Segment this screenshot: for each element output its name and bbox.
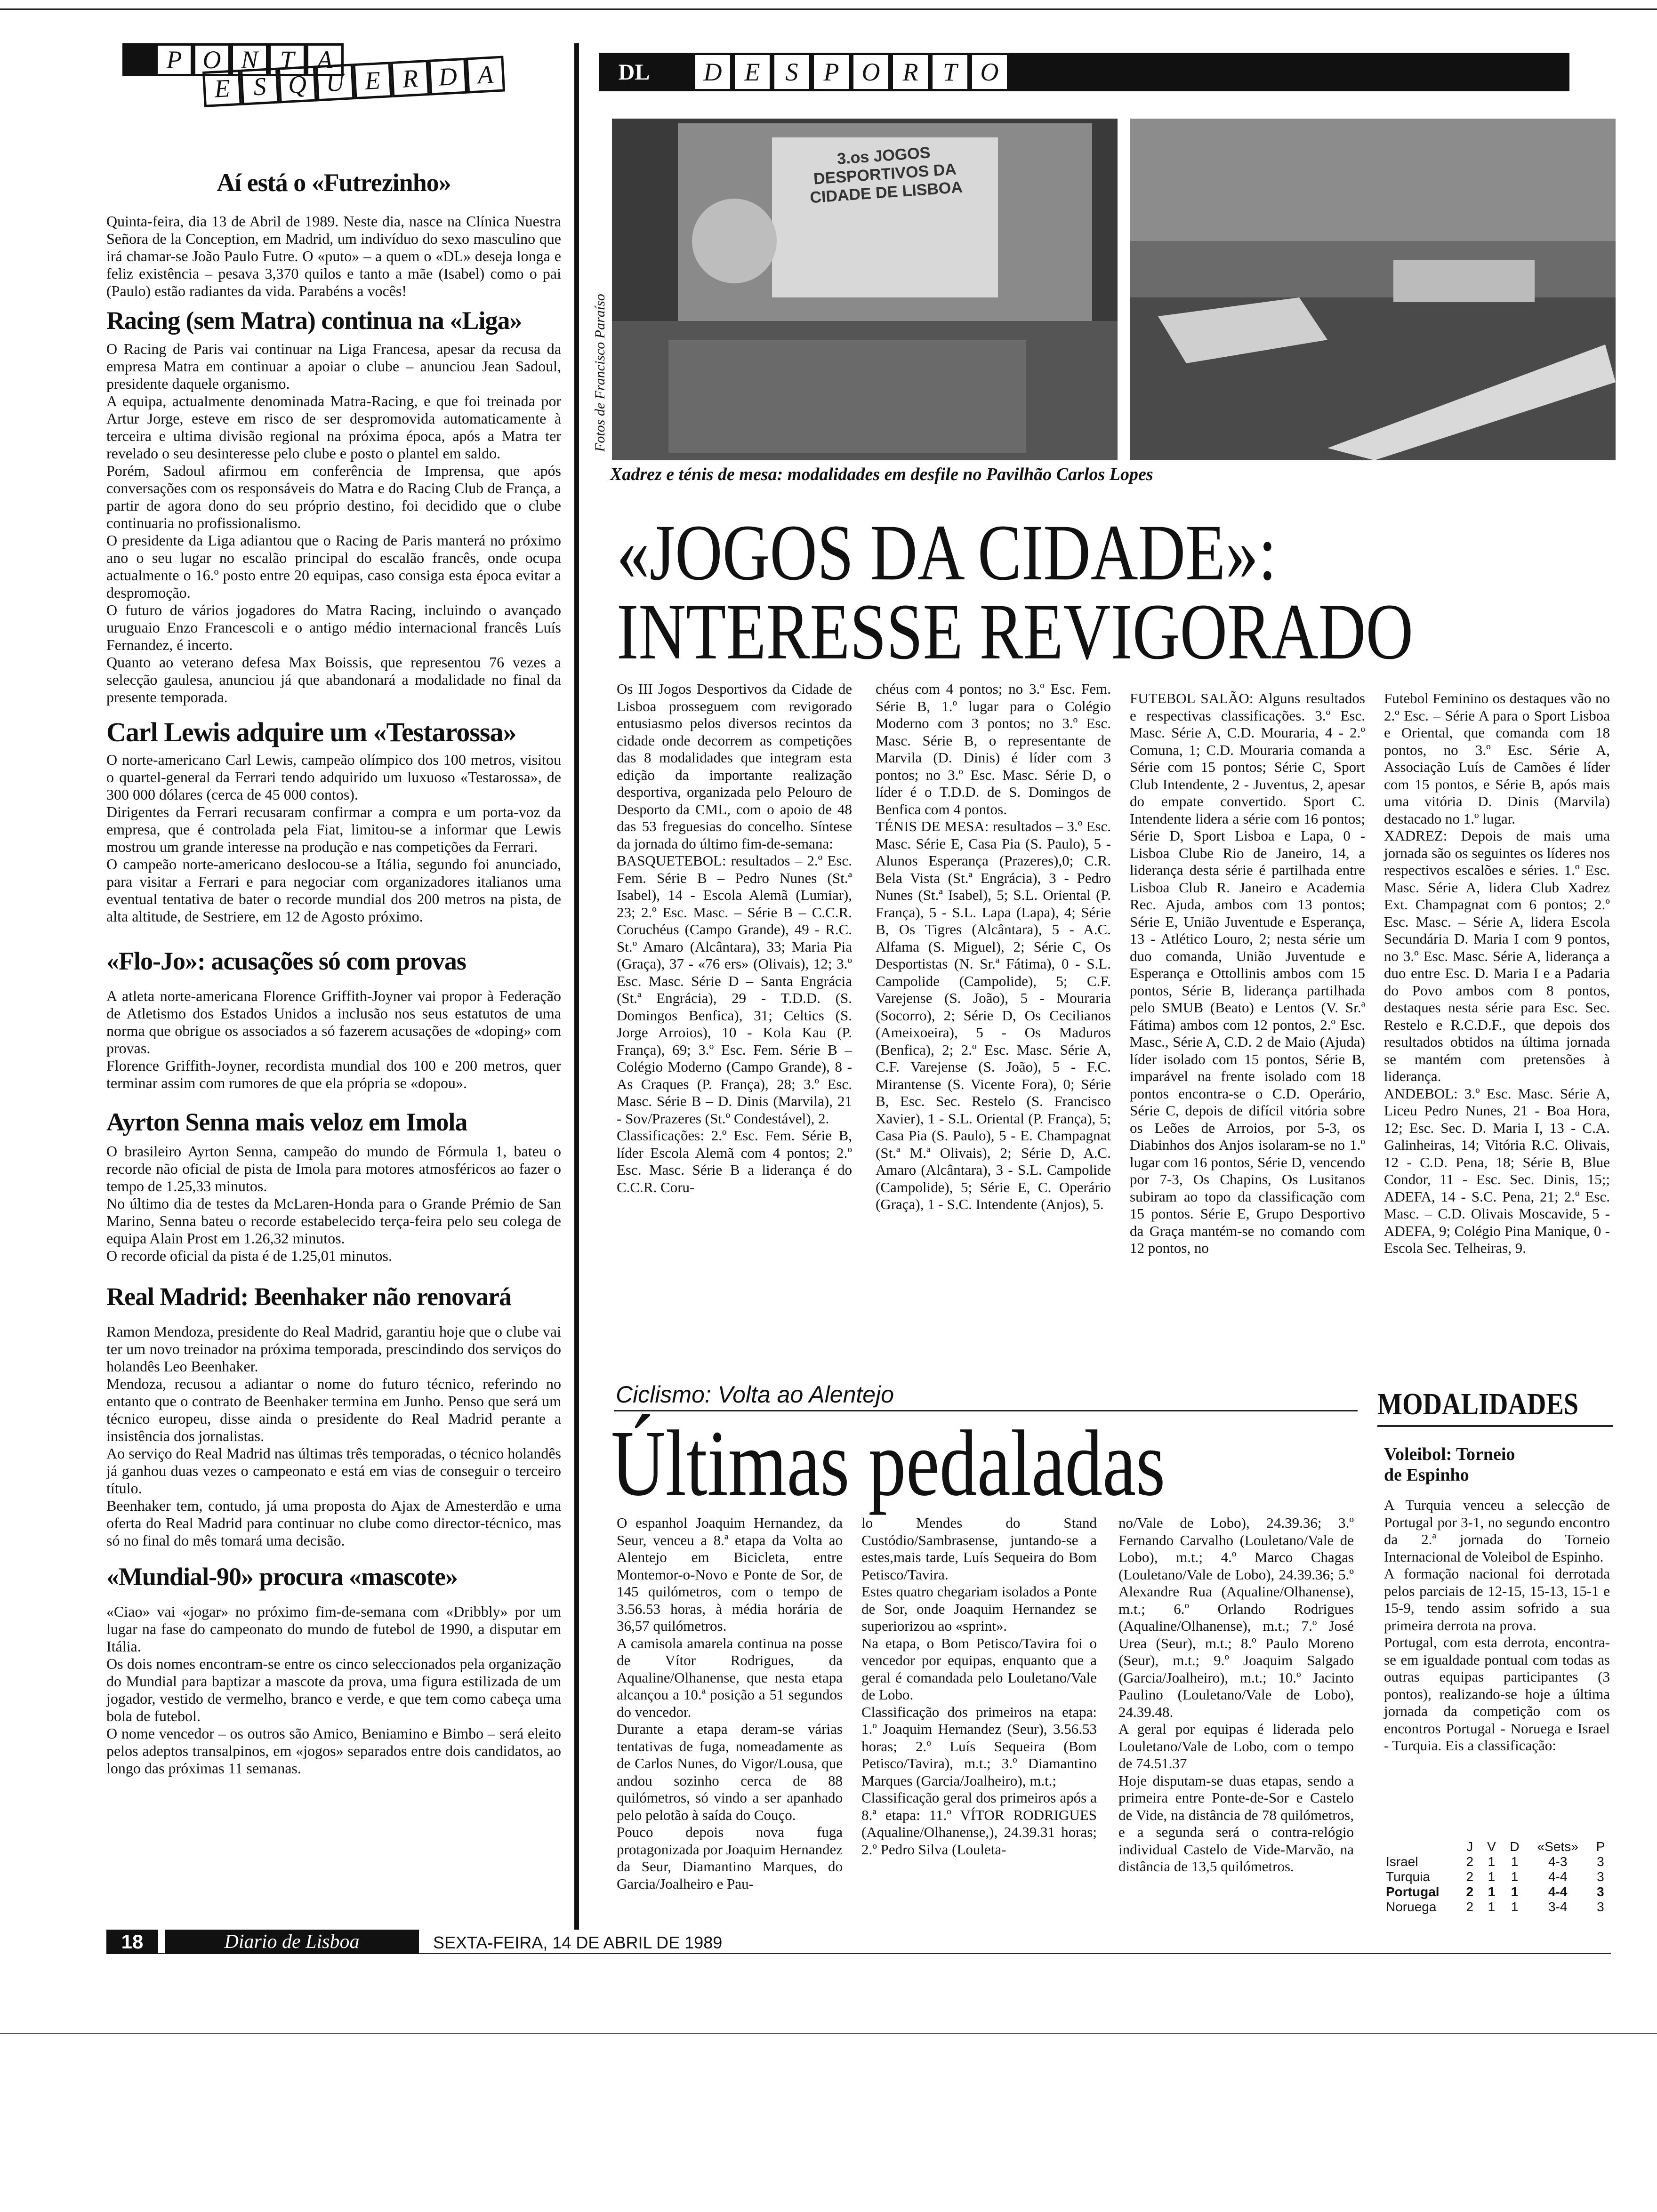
table-header: J	[1466, 1839, 1473, 1854]
table-cell: 1	[1488, 1884, 1496, 1899]
esquerda-letter: E	[353, 62, 393, 99]
table-cell: 2	[1466, 1899, 1474, 1914]
table-header-row	[1381, 1839, 1612, 1854]
article-body: A atleta norte-americana Florence Griffith-Joyner vai propor à Federação de Atletismo dos Estados Unidos a inclusão nos seus estatutos de uma norma que obrigue os associados a só fazerem acusações de «doping» com provas. Florence Griffith-Joyner, recordista mundial dos 100 e 200 metros, quer terminar assim com rumores de que ela própria se «dopou».	[106, 987, 561, 1091]
table-cell: 4-3	[1548, 1854, 1568, 1869]
article-headline: Ayrton Senna mais veloz em Imola	[106, 1108, 467, 1136]
photo-banner: 3.os JOGOS DESPORTIVOS DA CIDADE DE LISBOA	[809, 144, 964, 207]
story-column-1: Os III Jogos Desportivos da Cidade de Lisboa prosseguem com revigorado entusiasmo pelos diversos recintos da cidade onde decorrem as competições das 8 modalidades que integram esta edição da importante realização desportiva, organizada pelo Pelouro de Desporto da CML, com o apoio de 48 das 53 freguesias do concelho. Síntese da jornada do último fim-de-semana: BASQUETEBOL: resultados – 2.º Esc. Fem. Série B – Pedro Nunes (St.ª Isabel), 14 - Escola Alemã (Lumiar), 23; 2.º Esc. Masc. – Série B – C.C.R. Coruchéus (Campo Grande), 49 - R.C. St.º Amaro (Alcântara), 33; Maria Pia (Graça), 37 - «76 ers» (Olivais), 12; 3.º Esc. Masc. Série D – Santa Engrácia (St.ª Engrácia), 29 - T.D.D. (S. Domingos Benfica), 31; Celtics (S. Jorge Arroios), 10 - Kola Kau (P. França), 69; 3.º Esc. Fem. Série B – Colégio Moderno (Campo Grande), 8 - As Craques (P. França), 28; 3.º Esc. Masc. Série B – D. Dinis (Marvila), 21 - Sov/Prazeres (St.º Condestável), 2. Classificações: 2.º Esc. Fem. Série B, líder Escola Alemã com 4 pontos; 2.º Esc. Masc. Série B a liderança é do C.C.R. Coru-	[617, 681, 852, 1195]
desporto-letter: E	[732, 53, 772, 91]
story-column-4: Futebol Feminino os destaques vão no 2.º Esc. – Série A para o Sport Lisboa e Oriental, que comanda com 18 pontos, no 3.º Esc. Série A, Associação Luís de Camões é líder com 15 pontos, e Série B, após mais uma vitória D. Dinis (Marvila) destacado no 1.º lugar. XADREZ: Depois de mais uma jornada são os seguintes os líderes nos respectivos escalões e séries. 1.º Esc. Masc. Série A, lidera Club Xadrez Ext. Champagnat com 6 pontos; 2.º Esc. Masc. – Série A, lidera Escola Secundária D. Maria I com 9 pontos, no 3.º Esc. Masc. Série A, liderança a duo entre Esc. D. Maria I e a Padaria do Povo ambos com 8 pontos, destaques nesta série para Esc. Sec. Restelo e R.C.D.F., que depois dos resultados obtidos na última jornada se mantém com pretensões à liderança. ANDEBOL: 3.º Esc. Masc. Série A, Liceu Pedro Nunes, 21 - Boa Hora, 12; Esc. Sec. D. Maria I, 13 - C.A. Galinheiras, 14; Vitória R.C. Olivais, 12 - C.D. Pena, 18; Série B, Blue Condor, 11 - Esc. Sec. Dinis, 15;; ADEFA, 14 - S.C. Pena, 21; 2.º Esc. Masc. – C.D. Olivais Moscavide, 5 - ADEFA, 9; Colégio Pina Manique, 0 - Escola Sec. Telheiras, 9.	[1384, 690, 1610, 1256]
article-body: Ramon Mendoza, presidente do Real Madrid, garantiu hoje que o clube vai ter um novo treinador na próxima temporada, prescindindo dos serviços do holandês Leo Beenhaker. Mendoza, recusou a adiantar o nome do futuro técnico, referindo no entanto que o contrato de Beenhaker termina em Junho. Penso que será um técnico europeu, disse ainda o presidente do Real Madrid perante a insistência dos jornalistas. Ao serviço do Real Madrid nas últimas três temporadas, o técnico holandês já ganhou duas vezes o campeonato e está em vias de conseguir o terceiro título. Beenhaker tem, contudo, já uma proposta do Ajax de Amesterdão e uma oferta do Real Madrid para continuar no clube como director-técnico, mas só no final do mês tomará uma decisão.	[106, 1323, 561, 1549]
article-body: O norte-americano Carl Lewis, campeão olímpico dos 100 metros, visitou o quartel-general da Ferrari tendo adquirido um luxuoso «Testarossa», de 300 000 dólares (cerca de 45 000 contos). Dirigentes da Ferrari recusaram confirmar a compra e um porta-voz da empresa, que é controlada pela Fiat, limitou-se a informar que Lewis mostrou um grande interesse na produção e nas competições da Ferrari. O campeão norte-americano deslocou-se a Itália, segundo foi anunciado, para visitar a Ferrari e para negociar com organizadores italianos uma eventual tentativa de bater o recorde mundial dos 200 metros na pista, de alta altitude, de Sestriere, em 12 de Agosto próximo.	[106, 751, 561, 925]
table-cell: 3	[1597, 1869, 1604, 1884]
cycling-column-3: no/Vale de Lobo), 24.39.36; 3.º Fernando Carvalho (Louletano/Vale de Lobo), m.t.; 4.º Marco Chagas (Louletano/Vale de Lobo), 24.39.36; 5.º Alexandre Rua (Aqualine/Olhanense), m.t.; 6.º Orlando Rodrigues (Aqualine/Olhanense), m.t.; 7.º José Urea (Seur), m.t.; 8.º Paulo Moreno (Seur), m.t.; 9.º Joaquim Salgado (Garcia/Joalheiro), m.t.; 10.º Jacinto Paulino (Louletano/Vale de Lobo), 24.39.48. A geral por equipas é liderada pelo Louletano/Vale de Lobo, com o tempo de 74.51.37 Hoje disputam-se duas etapas, sendo a primeira entre Ponte-de-Sor e Castelo de Vide, na distância de 78 quilómetros, e a segunda será o contra-relógio individual Castelo de Vide-Marvão, na distância de 13,5 quilómetros.	[1118, 1515, 1354, 1875]
footer-date: SEXTA-FEIRA, 14 DE ABRIL DE 1989	[433, 1933, 723, 1952]
table-cell: 1	[1511, 1854, 1519, 1869]
table-row	[1381, 1884, 1612, 1899]
table-cell: 4-4	[1548, 1869, 1568, 1884]
table-header: P	[1596, 1839, 1605, 1854]
article-real-madrid	[106, 1282, 561, 1549]
article-futrezinho	[106, 168, 561, 300]
dl-logo: DL	[599, 53, 669, 91]
table-cell: Turquia	[1386, 1869, 1430, 1884]
table-row	[1381, 1869, 1612, 1884]
esquerda-letter: Q	[278, 65, 317, 103]
desporto-letter: O	[970, 53, 1009, 91]
top-rule	[0, 8, 1657, 10]
column-divider	[574, 43, 579, 1930]
article-body: O brasileiro Ayrton Senna, campeão do mundo de Fórmula 1, bateu o recorde não oficial de pista de Imola para motores atmosféricos ao fazer o tempo de 1.25,33 minutos. No último dia de testes da McLaren-Honda para o Grande Prémio de San Marino, Senna bateu o recorde estabelecido terça-feira pelo seu colega de equipa Alain Prost em 1.26,32 minutos. O recorde oficial da pista é de 1.25,01 minutos.	[106, 1143, 561, 1264]
table-header: V	[1487, 1839, 1496, 1854]
article-body: O Racing de Paris vai continuar na Liga Francesa, apesar da recusa da empresa Matra em continuar a apoiar o clube – anunciou Jean Sadoul, presidente daquele organismo. A equipa, actualmente denominada Matra-Racing, e que foi treinada por Artur Jorge, esteve em risco de ser despromovida automaticamente à terceira e ultima divisão regional na próxima época, após a Matra ter revelado o seu desinteresse pelo clube e posto o plantel em saldo. Porém, Sadoul afirmou em conferência de Imprensa, que após conversações com os responsáveis do Matra e do Racing Club de França, a partir de agora dono do seu próprio destino, foi decidido que o clube continuaria no profissionalismo. O presidente da Liga adiantou que o Racing de Paris manterá no próximo ano o seu lugar no escalão principal do escalão francês, onde ocupa actualmente o 16.º posto entre 20 equipas, caso consiga esta época evitar a despromoção. O futuro de vários jogadores do Matra Racing, incluindo o avançado uruguaio Enzo Francescoli e o antigo médio internacional francês Luís Fernandez, é incerto. Quanto ao veterano defesa Max Boissis, que representou 76 vezes a selecção gaulesa, anunciou já que abandonará a modalidade no final da presente temporada.	[106, 340, 561, 705]
bottom-rule	[0, 2033, 1657, 2034]
photo-table-tennis-image	[1130, 119, 1616, 460]
table-header	[1381, 1839, 1459, 1854]
article-headline: Aí está o «Futrezinho»	[217, 168, 451, 197]
photo-chess	[612, 119, 1118, 460]
table-row	[1381, 1854, 1612, 1869]
photo-table-tennis	[1130, 119, 1616, 460]
article-body: Quinta-feira, dia 13 de Abril de 1989. Neste dia, nasce na Clínica Nuestra Señora de la Conception, em Madrid, um indivíduo do sexo masculino que irá chamar-se João Paulo Futre. O «puto» – a quem o «DL» deseja longa e feliz existência – pesava 3,370 quilos e tanto a mãe (Isabel) como o pai (Paulo) estão radiantes da vida. Parabéns a vocês!	[106, 213, 561, 299]
desporto-letter: T	[930, 53, 970, 91]
photo-caption: Xadrez e ténis de mesa: modalidades em desfile no Pavilhão Carlos Lopes	[610, 465, 1153, 484]
table-cell: 4-4	[1548, 1884, 1568, 1899]
table-cell: 2	[1466, 1884, 1474, 1899]
story-column-2: chéus com 4 pontos; no 3.º Esc. Fem. Série B, 1.º lugar para o Colégio Moderno com 3 pontos; no 3.º Esc. Masc. Série B, o representante de Marvila (D. Dinis) é líder com 3 pontos; no 3.º Esc. Masc. Série D, o líder é o T.D.D. de S. Domingos de Benfica com 4 pontos. TÉNIS DE MESA: resultados – 3.º Esc. Masc. Série E, Casa Pia (S. Paulo), 5 - Alunos Esperança (Prazeres),0; C.R. Bela Vista (St.ª Engrácia), 3 - Pedro Nunes (St.ª Isabel), 5; S.L. Oriental (P. França), 5 - S.L. Lapa (Lapa), 4; Série B, Os Tigres (Alcântara), 5 - A.C. Alfama (S. Miguel), 2; Série C, Os Desportistas (N. Sr.ª Fátima), 0 - S.L. Campolide (Campolide), 5; C.F. Varejense (S. João), 5 - Mouraria (Socorro), 2; Série D, Os Cecilianos (Ameixoeira), 5 - Os Maduros (Benfica), 2; 2.º Esc. Masc. Série A, C.F. Varejense (S. João), 5 - F.C. Mirantense (S. Vicente Fora), 0; Série B, Esc. Sec. Restelo (S. Francisco Xavier), 1 - S.L. Oriental (P. França), 5; Casa Pia (S. Paulo), 5 - E. Champagnat (St.ª M.ª Olivais), 2; Série D, A.C. Amaro (Alcântara), 3 - S.L. Campolide (Campolide), 5; Série E, C. Operário (Graça), 1 - S.C. Intendente (Anjos), 5.	[876, 681, 1111, 1212]
article-headline: Real Madrid: Beenhaker não renovará	[106, 1282, 511, 1311]
table-row	[1381, 1899, 1612, 1915]
ponta-letter: P	[155, 43, 193, 76]
table-cell: 1	[1488, 1899, 1496, 1914]
article-mundial-90	[106, 1562, 561, 1777]
article-flo-jo	[106, 946, 561, 1092]
article-racing	[106, 305, 561, 706]
article-headline: Carl Lewis adquire um «Testarossa»	[106, 717, 516, 747]
ponta-letter: A	[306, 43, 344, 76]
modalidades-rule	[1377, 1425, 1613, 1427]
cycling-column-2: lo Mendes do Stand Custódio/Sambrasense, juntando-se a estes,mais tarde, Luís Sequeira do Bom Petisco/Tavira. Estes quatro chegariam isolados a Ponte de Sor, onde Joaquim Hernandez se superiorizou ao «sprint». Na etapa, o Bom Petisco/Tavira foi o vencedor por equipas, enquanto que a geral é comandada pelo Louletano/Vale de Lobo. Classificação dos primeiros na etapa: 1.º Joaquim Hernandez (Seur), 3.56.53 horas; 2.º Luís Sequeira (Bom Petisco/Tavira), m.t.; 3.º Diamantino Marques (Garcia/Joalheiro), m.t.; Classificação geral dos primeiros após a 8.ª etapa: 11.º VÍTOR RODRIGUES (Aqualine/Olhanense,), 24.39.31 horas; 2.º Pedro Silva (Louleta-	[861, 1515, 1097, 1858]
cycling-kicker: Ciclismo: Volta ao Alentejo	[616, 1381, 894, 1408]
desporto-letter: P	[812, 53, 851, 91]
table-cell: 3	[1597, 1854, 1604, 1869]
table-cell: Noruega	[1386, 1899, 1437, 1914]
desporto-letter: O	[851, 53, 891, 91]
esquerda-letter: U	[315, 64, 355, 101]
table-cell: 1	[1511, 1884, 1519, 1899]
table-cell: 3-4	[1548, 1899, 1568, 1914]
table-cell: Israel	[1386, 1854, 1418, 1869]
table-cell: 1	[1511, 1869, 1519, 1884]
table-header: «Sets»	[1537, 1839, 1578, 1854]
page-number: 18	[106, 1930, 158, 1954]
story-column-3: FUTEBOL SALÃO: Alguns resultados e respectivas classificações. 3.º Esc. Masc. Série A, C.D. Mouraria, 4 - 2.º Comuna, 1; C.D. Mouraria comanda a Série com 15 pontos; Série C, Sport Club Intendente, 2 - Juventus, 2, apesar do empate convertido. Sport C. Intendente lidera a série com 16 pontos; Série D, Sport Lisboa e Lapa, 0 - Lisboa Clube Rio de Janeiro, 14, a liderança desta série é partilhada entre Lisboa Club R. Janeiro e Academia Rec. Ajuda, ambos com 13 pontos; Série E, União Juventude e Esperança, 13 - Atlético Louro, 2; nesta série um duo comanda, União Juventude e Esperança e Ottollinis ambos com 15 pontos, Série B, liderança partilhada pelo SMUB (Beato) e Lentos (V. Sr.ª Fátima) ambos com 12 pontos, 2.º Esc. Masc., Série A, C.D. 2 de Maio (Ajuda) líder isolado com 15 pontos, Série B, imparável na frente isolado com 18 pontos encontra-se o C.D. Operário, Série C, depois de difícil vitória sobre os Leões de Arroios, por 5-3, os Diabinhos dos Anjos isolaram-se no 1.º lugar com 16 pontos, Série D, vencendo por 7-3, Os Chapins, Os Lusitanos subiram ao topo da classificação com 15 pontos. Série E, Grupo Desportivo da Graça mantém-se no comando com 12 pontos, no	[1130, 690, 1365, 1256]
desporto-letter: S	[772, 53, 812, 91]
desporto-letter: D	[693, 53, 732, 91]
esquerda-letter: R	[390, 60, 430, 97]
volleyball-table	[1381, 1839, 1612, 1915]
main-headline	[617, 508, 1610, 676]
article-senna	[106, 1107, 561, 1265]
photo-credit: Fotos de Francisco Paraíso	[592, 294, 608, 452]
cycling-column-1: O espanhol Joaquim Hernandez, da Seur, venceu a 8.ª etapa da Volta ao Alentejo em Bicicleta, entre Montemor-o-Novo e Ponte de Sor, de 145 quilómetros, com o tempo de 3.56.53 horas, à média horária de 36,57 quilómetros. A camisola amarela continua na posse de Vítor Rodrigues, da Aqualine/Olhanense, que nesta etapa alcançou a 10.ª posição a 51 segundos do vencedor. Durante a etapa deram-se várias tentativas de fuga, nomeadamente as de Carlos Nunes, do Vigor/Lousa, que andou sozinho cerca de 88 quilómetros, só vindo a ser apanhado pelo pelotão à saída do Couço. Pouco depois nova fuga protagonizada por Joaquim Hernandez da Seur, Diamantino Marques, do Garcia/Joalheiro e Pau-	[617, 1515, 843, 1892]
table-cell: 1	[1488, 1869, 1496, 1884]
table-cell: Portugal	[1386, 1884, 1440, 1899]
article-body: «Ciao» vai «jogar» no próximo fim-de-semana com «Dribbly» por um lugar na fase do campeonato do mundo de futebol de 1990, a disputar em Itália. Os dois nomes encontram-se entre os cinco seleccionados pela organização do Mundial para baptizar a mascote da prova, uma figura estilizada de um jogador, vestido de vermelho, branco e verde, e que tem como cabeça uma bola de futebol. O nome vencedor – os outros são Amico, Beniamino e Bimbo – será eleito pelos adeptos transalpinos, em «jogos» separados entre dois candidatos, ao longo das próximas 11 semanas.	[106, 1603, 561, 1777]
main-headline-line1: «JOGOS DA CIDADE»:	[617, 508, 1277, 597]
table-cell: 3	[1597, 1899, 1604, 1914]
main-headline-line2: INTERESSE REVIGORADO	[617, 587, 1414, 676]
ponta-letter: T	[268, 43, 306, 76]
modalidades-subhead: Voleibol: Torneio de Espinho	[1384, 1444, 1515, 1485]
masthead: Diario de Lisboa	[165, 1930, 419, 1954]
ponta-letter: N	[231, 43, 268, 76]
desporto-letter: R	[891, 53, 930, 91]
table-cell: 3	[1597, 1884, 1604, 1899]
article-headline: Racing (sem Matra) continua na «Liga»	[106, 306, 522, 335]
esquerda-letter: A	[466, 56, 505, 94]
table-cell: 1	[1488, 1854, 1496, 1869]
article-carl-lewis	[106, 717, 561, 925]
table-header: D	[1510, 1839, 1520, 1854]
table-cell: 1	[1511, 1899, 1519, 1914]
modalidades-body: A Turquia venceu a selecção de Portugal por 3-1, no segundo encontro da 2.ª jornada do Torneio Internacional de Voleibol de Espinho. A formação nacional foi derrotada pelos parciais de 12-15, 15-13, 15-1 e 15-9, tendo assim sofrido a sua primeira derrota na prova. Portugal, com esta derrota, encontra-se em igualdade pontual com todas as outras equipas participantes (3 pontos), realizando-se hoje a última jornada da competição com os encontros Portugal - Noruega e Israel - Turquia. Eis a classificação:	[1384, 1497, 1610, 1754]
table-cell: 2	[1466, 1869, 1474, 1884]
cycling-headline: Últimas pedaladas	[611, 1411, 1166, 1515]
esquerda-letter: S	[240, 68, 280, 105]
standings-table	[1381, 1839, 1612, 1915]
ponta-letter: O	[193, 43, 231, 76]
article-headline: «Flo-Jo»: acusações só com provas	[106, 947, 466, 975]
table-cell: 2	[1466, 1854, 1474, 1869]
esquerda-letter: E	[202, 70, 242, 107]
modalidades-heading: MODALIDADES	[1377, 1387, 1579, 1421]
desporto-label	[599, 53, 1569, 91]
left-articles	[106, 168, 561, 1777]
esquerda-letter: D	[428, 58, 467, 96]
article-headline: «Mundial-90» procura «mascote»	[106, 1563, 458, 1591]
